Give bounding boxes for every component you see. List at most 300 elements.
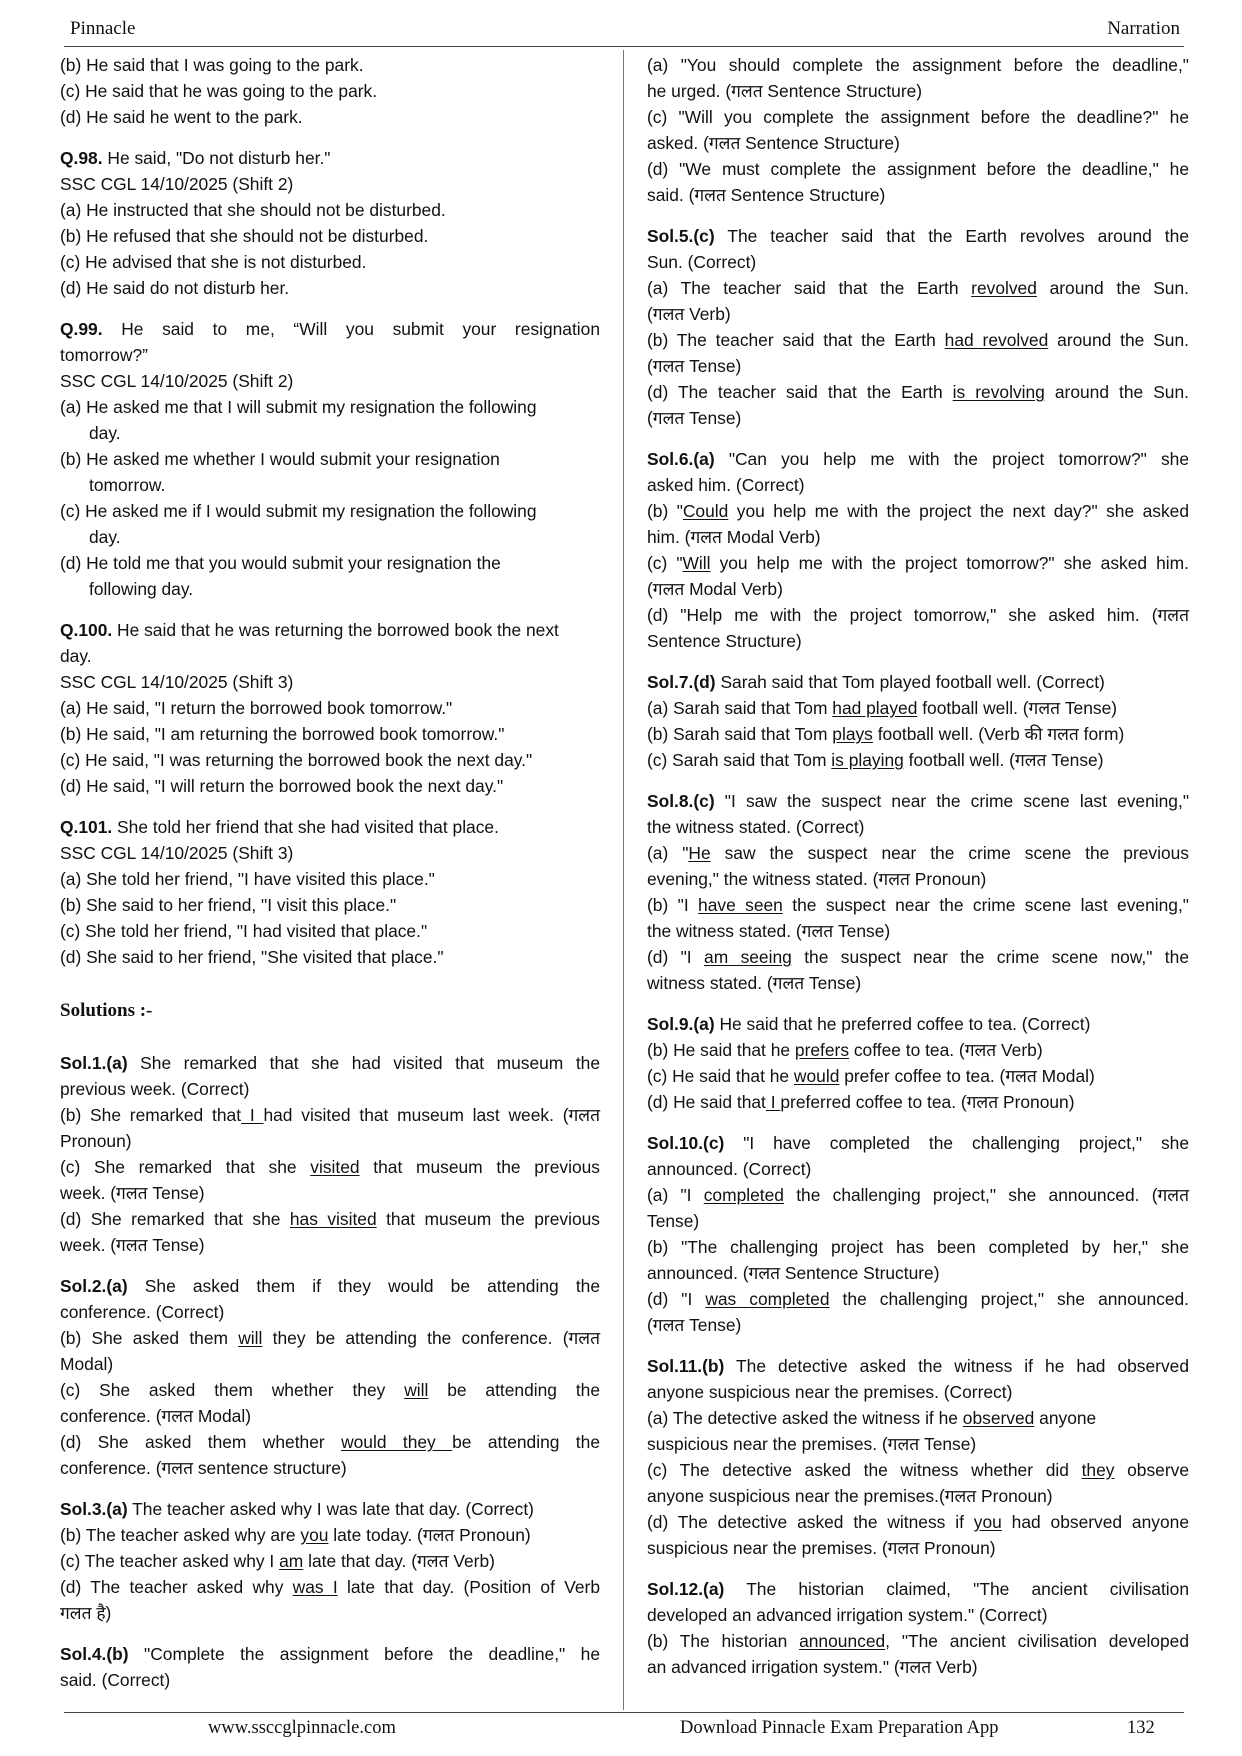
line-text: (d) The detective asked the witness if (647, 1512, 974, 1532)
line-text: said. (Correct) (60, 1670, 171, 1690)
question-label: Sol.10.(c) (647, 1133, 725, 1153)
text-line (647, 1602, 1189, 1628)
question-label: Sol.12.(a) (647, 1579, 725, 1599)
text-line (60, 1548, 600, 1574)
text-block (60, 316, 600, 602)
text-line (60, 420, 600, 446)
text-block (60, 1641, 600, 1693)
line-text: tomorrow. (89, 475, 166, 495)
line-text: (d) The teacher asked why (60, 1577, 293, 1597)
line-text: (c) He asked me if I would submit my resignation the following (60, 501, 537, 521)
text-line (647, 1628, 1189, 1654)
text-line (647, 182, 1189, 208)
text-line (60, 78, 600, 104)
text-line (647, 1654, 1189, 1680)
question-label: Sol.8.(c) (647, 791, 715, 811)
line-text: SSC CGL 14/10/2025 (Shift 2) (60, 174, 294, 194)
text-line (647, 1260, 1189, 1286)
line-text: football well. (Verb की गलत form) (872, 724, 1125, 744)
text-line (647, 104, 1189, 130)
text-line (60, 1429, 600, 1455)
underlined-text: you (973, 1512, 1002, 1532)
line-text: (c) He said, "I was returning the borrowed book the next day." (60, 750, 533, 770)
line-text: She told her friend that she had visited that place. (112, 817, 499, 837)
line-text: (c) "Will you complete the assignment before the deadline?" he (647, 107, 1189, 127)
line-text: around the Sun. (1048, 330, 1189, 350)
text-line (647, 892, 1189, 918)
text-block (647, 223, 1189, 431)
text-line (60, 1076, 600, 1102)
text-line (60, 576, 600, 602)
line-text: (c) The teacher asked why I (60, 1551, 280, 1571)
text-line (647, 1011, 1189, 1037)
line-text: (b) "The challenging project has been completed by her," she (647, 1237, 1189, 1257)
underlined-text: visited (310, 1157, 360, 1177)
line-text: (b) He said that I was going to the park. (60, 55, 364, 75)
question-label: Q.100. (60, 620, 113, 640)
text-block (647, 669, 1189, 773)
text-block (647, 52, 1189, 208)
text-line (60, 1102, 600, 1128)
text-block (60, 1050, 600, 1258)
question-label: Sol.5.(c) (647, 226, 715, 246)
line-text: (d) "Help me with the project tomorrow," she asked him. (गलत (647, 605, 1189, 625)
text-line (60, 446, 600, 472)
line-text: She asked them if they would be attending the (127, 1276, 600, 1296)
line-text: preferred coffee to tea. (गलत Pronoun) (780, 1092, 1075, 1112)
text-line (60, 524, 600, 550)
underlined-text: was I (292, 1577, 338, 1597)
text-line (647, 1483, 1189, 1509)
line-text: day. (60, 646, 92, 666)
underlined-text: He (688, 843, 711, 863)
solutions-heading: Solutions :- (60, 1000, 153, 1021)
text-line (60, 1574, 600, 1600)
line-text: conference. (Correct) (60, 1302, 225, 1322)
line-text: (d) He said that (647, 1092, 766, 1112)
line-text: (b) She said to her friend, "I visit this place." (60, 895, 397, 915)
text-line (60, 773, 600, 799)
line-text: conference. (गलत sentence structure) (60, 1458, 347, 1478)
line-text: (d) He told me that you would submit your resignation the (60, 553, 501, 573)
line-text: day. (89, 527, 121, 547)
line-text: football well. (गलत Tense) (917, 698, 1118, 718)
text-line (647, 970, 1189, 996)
line-text: the witness stated. (गलत Tense) (647, 921, 891, 941)
text-line (60, 747, 600, 773)
line-text: Pronoun) (60, 1131, 132, 1151)
line-text: (d) "We must complete the assignment before the deadline," he (647, 159, 1189, 179)
line-text: (d) He said, "I will return the borrowed book the next day." (60, 776, 504, 796)
line-text: (a) He asked me that I will submit my resignation the following (60, 397, 537, 417)
line-text: asked him. (Correct) (647, 475, 805, 495)
text-line (647, 327, 1189, 353)
text-block (647, 446, 1189, 654)
line-text: evening," the witness stated. (गलत Pronoun) (647, 869, 987, 889)
line-text: saw the suspect near the crime scene the previous (710, 843, 1190, 863)
underlined-text: am (279, 1551, 304, 1571)
line-text: asked. (गलत Sentence Structure) (647, 133, 900, 153)
line-text: (a) The teacher said that the Earth (647, 278, 972, 298)
underlined-text: is revolving (952, 382, 1045, 402)
text-line (647, 721, 1189, 747)
line-text: (c) She told her friend, "I had visited that place." (60, 921, 428, 941)
text-line (647, 1509, 1189, 1535)
line-text: He said that he preferred coffee to tea. (Correct) (714, 1014, 1091, 1034)
line-text: Sentence Structure) (647, 631, 802, 651)
underlined-text: am seeing (704, 947, 792, 967)
line-text: (c) She asked them whether they (60, 1380, 405, 1400)
text-block (60, 145, 600, 301)
line-text: he urged. (गलत Sentence Structure) (647, 81, 923, 101)
line-text: you help me with the project tomorrow?" she asked him. (710, 553, 1189, 573)
text-line (60, 1667, 600, 1693)
text-line (647, 405, 1189, 431)
question-label: Q.101. (60, 817, 113, 837)
line-text: late that day. (Position of Verb (337, 1577, 600, 1597)
line-text: him. (गलत Modal Verb) (647, 527, 821, 547)
line-text: (c) He advised that she is not disturbed. (60, 252, 367, 272)
text-line (647, 1234, 1189, 1260)
text-line (60, 1351, 600, 1377)
underlined-text: will (404, 1380, 429, 1400)
underlined-text: had revolved (944, 330, 1049, 350)
text-line (60, 249, 600, 275)
text-line (60, 944, 600, 970)
text-line (647, 498, 1189, 524)
underlined-text: they (1081, 1460, 1115, 1480)
text-line (647, 695, 1189, 721)
text-line (60, 1154, 600, 1180)
underlined-text: Will (682, 553, 711, 573)
text-line (60, 1325, 600, 1351)
text-line (647, 353, 1189, 379)
line-text: (c) He said that he (647, 1066, 794, 1086)
right-column (647, 52, 1189, 1695)
line-text: they be attending the conference. (गलत (262, 1328, 600, 1348)
text-line (647, 1130, 1189, 1156)
underlined-text: completed (703, 1185, 784, 1205)
line-text: around the Sun. (1044, 382, 1189, 402)
text-block (60, 1496, 600, 1626)
text-line (60, 1206, 600, 1232)
line-text: (a) " (647, 843, 689, 863)
text-line (60, 1128, 600, 1154)
text-block (647, 788, 1189, 996)
text-line (647, 1379, 1189, 1405)
line-text: The historian claimed, "The ancient civilisation (724, 1579, 1189, 1599)
text-line (647, 1405, 1189, 1431)
underlined-text: announced (799, 1631, 886, 1651)
question-label: Sol.3.(a) (60, 1499, 128, 1519)
text-line (647, 576, 1189, 602)
line-text: (a) The detective asked the witness if he (647, 1408, 963, 1428)
text-block (647, 1576, 1189, 1680)
line-text: (b) " (647, 501, 683, 521)
text-line (60, 918, 600, 944)
text-line (60, 197, 600, 223)
text-line (647, 1208, 1189, 1234)
text-block (60, 52, 600, 130)
line-text: Tense) (647, 1211, 700, 1231)
underlined-text: Could (682, 501, 729, 521)
text-line (647, 1457, 1189, 1483)
line-text: (b) Sarah said that Tom (647, 724, 833, 744)
underlined-text: observed (962, 1408, 1035, 1428)
text-block (60, 814, 600, 970)
line-text: (c) " (647, 553, 683, 573)
text-line (647, 669, 1189, 695)
underlined-text: I (241, 1105, 264, 1125)
text-line (60, 550, 600, 576)
line-text: (b) He asked me whether I would submit your resignation (60, 449, 500, 469)
text-line (647, 130, 1189, 156)
line-text: the suspect near the crime scene now," the (791, 947, 1189, 967)
text-line (60, 1522, 600, 1548)
line-text: that museum the previous (359, 1157, 600, 1177)
text-block (647, 1011, 1189, 1115)
text-line (647, 1286, 1189, 1312)
text-line (647, 301, 1189, 327)
text-line (647, 52, 1189, 78)
line-text: said. (गलत Sentence Structure) (647, 185, 886, 205)
text-line (647, 1063, 1189, 1089)
text-line (647, 628, 1189, 654)
line-text: (d) "I (647, 947, 705, 967)
line-text: SSC CGL 14/10/2025 (Shift 2) (60, 371, 294, 391)
line-text: (b) He said that he (647, 1040, 795, 1060)
line-text: (b) She remarked that (60, 1105, 242, 1125)
line-text: The teacher said that the Earth revolves around the (714, 226, 1189, 246)
text-line (60, 52, 600, 78)
line-text: football well. (गलत Tense) (903, 750, 1104, 770)
left-column (60, 52, 600, 1708)
text-line (60, 498, 600, 524)
text-line (647, 1535, 1189, 1561)
underlined-text: will (238, 1328, 263, 1348)
line-text: (c) He said that he was going to the park. (60, 81, 378, 101)
text-line (60, 1232, 600, 1258)
text-line (60, 1403, 600, 1429)
line-text: SSC CGL 14/10/2025 (Shift 3) (60, 843, 294, 863)
line-text: (a) She told her friend, "I have visited this place." (60, 869, 435, 889)
text-line (60, 695, 600, 721)
line-text: He said to me, “Will you submit your resignation (102, 319, 600, 339)
line-text: anyone suspicious near the premises.(गलत Pronoun) (647, 1486, 1053, 1506)
line-text: (b) He refused that she should not be disturbed. (60, 226, 429, 246)
text-line (647, 840, 1189, 866)
underlined-text: has visited (289, 1209, 377, 1229)
text-line (60, 721, 600, 747)
line-text: The detective asked the witness if he had observed (724, 1356, 1189, 1376)
line-text: week. (गलत Tense) (60, 1183, 205, 1203)
line-text: Sarah said that Tom played football well. (Correct) (715, 672, 1105, 692)
text-line (647, 1353, 1189, 1379)
line-text: anyone (1034, 1408, 1097, 1428)
text-line (647, 446, 1189, 472)
running-header-left: Pinnacle (70, 18, 136, 39)
text-line (647, 1037, 1189, 1063)
question-label: Sol.1.(a) (60, 1053, 128, 1073)
text-line (60, 1641, 600, 1667)
line-text: Modal) (60, 1354, 114, 1374)
text-line (647, 156, 1189, 182)
text-line (60, 1377, 600, 1403)
text-line (60, 171, 600, 197)
text-line (647, 223, 1189, 249)
text-line (60, 1496, 600, 1522)
line-text: (d) The teacher said that the Earth (647, 382, 953, 402)
line-text: announced. (Correct) (647, 1159, 812, 1179)
text-line (647, 814, 1189, 840)
text-line (647, 78, 1189, 104)
line-text: (b) She asked them (60, 1328, 239, 1348)
line-text: (d) "I (647, 1289, 706, 1309)
footer-rule (64, 1712, 1184, 1713)
line-text: (गलत Verb) (647, 304, 731, 324)
question-label: Sol.2.(a) (60, 1276, 128, 1296)
line-text: (a) He said, "I return the borrowed book tomorrow." (60, 698, 453, 718)
underlined-text: would (793, 1066, 840, 1086)
line-text: "I have completed the challenging project," she (724, 1133, 1189, 1153)
line-text: previous week. (Correct) (60, 1079, 250, 1099)
underlined-text: had played (832, 698, 918, 718)
text-line (60, 1299, 600, 1325)
text-line (60, 814, 600, 840)
text-line (647, 1312, 1189, 1338)
underlined-text: was completed (705, 1289, 830, 1309)
text-line (60, 145, 600, 171)
running-header-right: Narration (1107, 18, 1180, 39)
text-line (60, 316, 600, 342)
line-text: be attending the (452, 1432, 600, 1452)
text-line (647, 788, 1189, 814)
text-line (60, 1273, 600, 1299)
line-text: you help me with the project the next day?" she asked (728, 501, 1189, 521)
line-text: (a) Sarah said that Tom (647, 698, 833, 718)
text-line (60, 104, 600, 130)
question-label: Q.98. (60, 148, 103, 168)
text-line (647, 379, 1189, 405)
line-text: day. (89, 423, 121, 443)
line-text: be attending the (428, 1380, 600, 1400)
text-block (647, 1130, 1189, 1338)
line-text: witness stated. (गलत Tense) (647, 973, 862, 993)
line-text: The teacher asked why I was late that day. (Correct) (127, 1499, 534, 1519)
column-divider (623, 50, 624, 1710)
text-line (60, 669, 600, 695)
text-line (60, 342, 600, 368)
line-text: had observed anyone (1001, 1512, 1189, 1532)
text-line (60, 1050, 600, 1076)
line-text: coffee to tea. (गलत Verb) (849, 1040, 1043, 1060)
line-text: suspicious near the premises. (गलत Tense) (647, 1434, 977, 1454)
line-text: She remarked that she had visited that museum the (127, 1053, 600, 1073)
text-line (60, 394, 600, 420)
line-text: suspicious near the premises. (गलत Pronoun) (647, 1538, 996, 1558)
text-line (60, 223, 600, 249)
text-line (60, 840, 600, 866)
line-text: (b) "I (647, 895, 699, 915)
line-text: "Can you help me with the project tomorrow?" she (714, 449, 1189, 469)
question-label: Sol.11.(b) (647, 1356, 725, 1376)
header-rule (64, 46, 1184, 47)
line-text: the suspect near the crime scene last evening," (782, 895, 1189, 915)
text-line (647, 1089, 1189, 1115)
text-line (647, 747, 1189, 773)
text-line (60, 1600, 600, 1626)
line-text: announced. (गलत Sentence Structure) (647, 1263, 940, 1283)
line-text: (c) The detective asked the witness whether did (647, 1460, 1082, 1480)
line-text: He said that he was returning the borrowed book the next (112, 620, 559, 640)
text-block (60, 617, 600, 799)
underlined-text: you (300, 1525, 329, 1545)
line-text: (गलत Tense) (647, 408, 742, 428)
line-text: (गलत Tense) (647, 1315, 742, 1335)
text-line (60, 275, 600, 301)
line-text: "Complete the assignment before the deadline," he (128, 1644, 600, 1664)
text-line (647, 1576, 1189, 1602)
underlined-text: would they (341, 1432, 453, 1452)
line-text: (d) She said to her friend, "She visited that place." (60, 947, 444, 967)
text-block (647, 1353, 1189, 1561)
text-line (60, 617, 600, 643)
line-text: the challenging project," she announced. (गलत (783, 1185, 1189, 1205)
underlined-text: revolved (971, 278, 1037, 298)
line-text: (b) The teacher said that the Earth (647, 330, 945, 350)
line-text: "I saw the suspect near the crime scene last evening," (714, 791, 1189, 811)
text-line (647, 1182, 1189, 1208)
line-text: late today. (गलत Pronoun) (328, 1525, 531, 1545)
text-line (647, 1156, 1189, 1182)
line-text: He said, "Do not disturb her." (102, 148, 331, 168)
text-line (647, 866, 1189, 892)
line-text: conference. (गलत Modal) (60, 1406, 251, 1426)
line-text: (b) The historian (647, 1631, 800, 1651)
line-text: Sun. (Correct) (647, 252, 757, 272)
underlined-text: prefers (794, 1040, 850, 1060)
line-text: गलत है) (60, 1603, 112, 1623)
footer-website: www.ssccglpinnacle.com (208, 1718, 396, 1738)
text-line (60, 472, 600, 498)
question-label: Sol.9.(a) (647, 1014, 715, 1034)
underlined-text: plays (832, 724, 873, 744)
line-text: (d) He said he went to the park. (60, 107, 303, 127)
text-line (647, 472, 1189, 498)
line-text: SSC CGL 14/10/2025 (Shift 3) (60, 672, 294, 692)
question-label: Sol.7.(d) (647, 672, 716, 692)
line-text: late that day. (गलत Verb) (303, 1551, 495, 1571)
line-text: (गलत Tense) (647, 356, 742, 376)
line-text: observe (1114, 1460, 1189, 1480)
line-text: an advanced irrigation system." (गलत Verb) (647, 1657, 978, 1677)
line-text: (d) She remarked that she (60, 1209, 290, 1229)
line-text: (गलत Modal Verb) (647, 579, 783, 599)
underlined-text: I (765, 1092, 781, 1112)
question-label: Sol.6.(a) (647, 449, 715, 469)
text-line (647, 275, 1189, 301)
text-block (60, 1273, 600, 1481)
line-text: tomorrow?” (60, 345, 148, 365)
underlined-text: have seen (698, 895, 783, 915)
text-line (60, 643, 600, 669)
line-text: anyone suspicious near the premises. (Correct) (647, 1382, 1013, 1402)
line-text: prefer coffee to tea. (गलत Modal) (839, 1066, 1095, 1086)
line-text: (b) The teacher asked why are (60, 1525, 301, 1545)
question-label: Sol.4.(b) (60, 1644, 129, 1664)
line-text: around the Sun. (1036, 278, 1189, 298)
text-line (647, 944, 1189, 970)
